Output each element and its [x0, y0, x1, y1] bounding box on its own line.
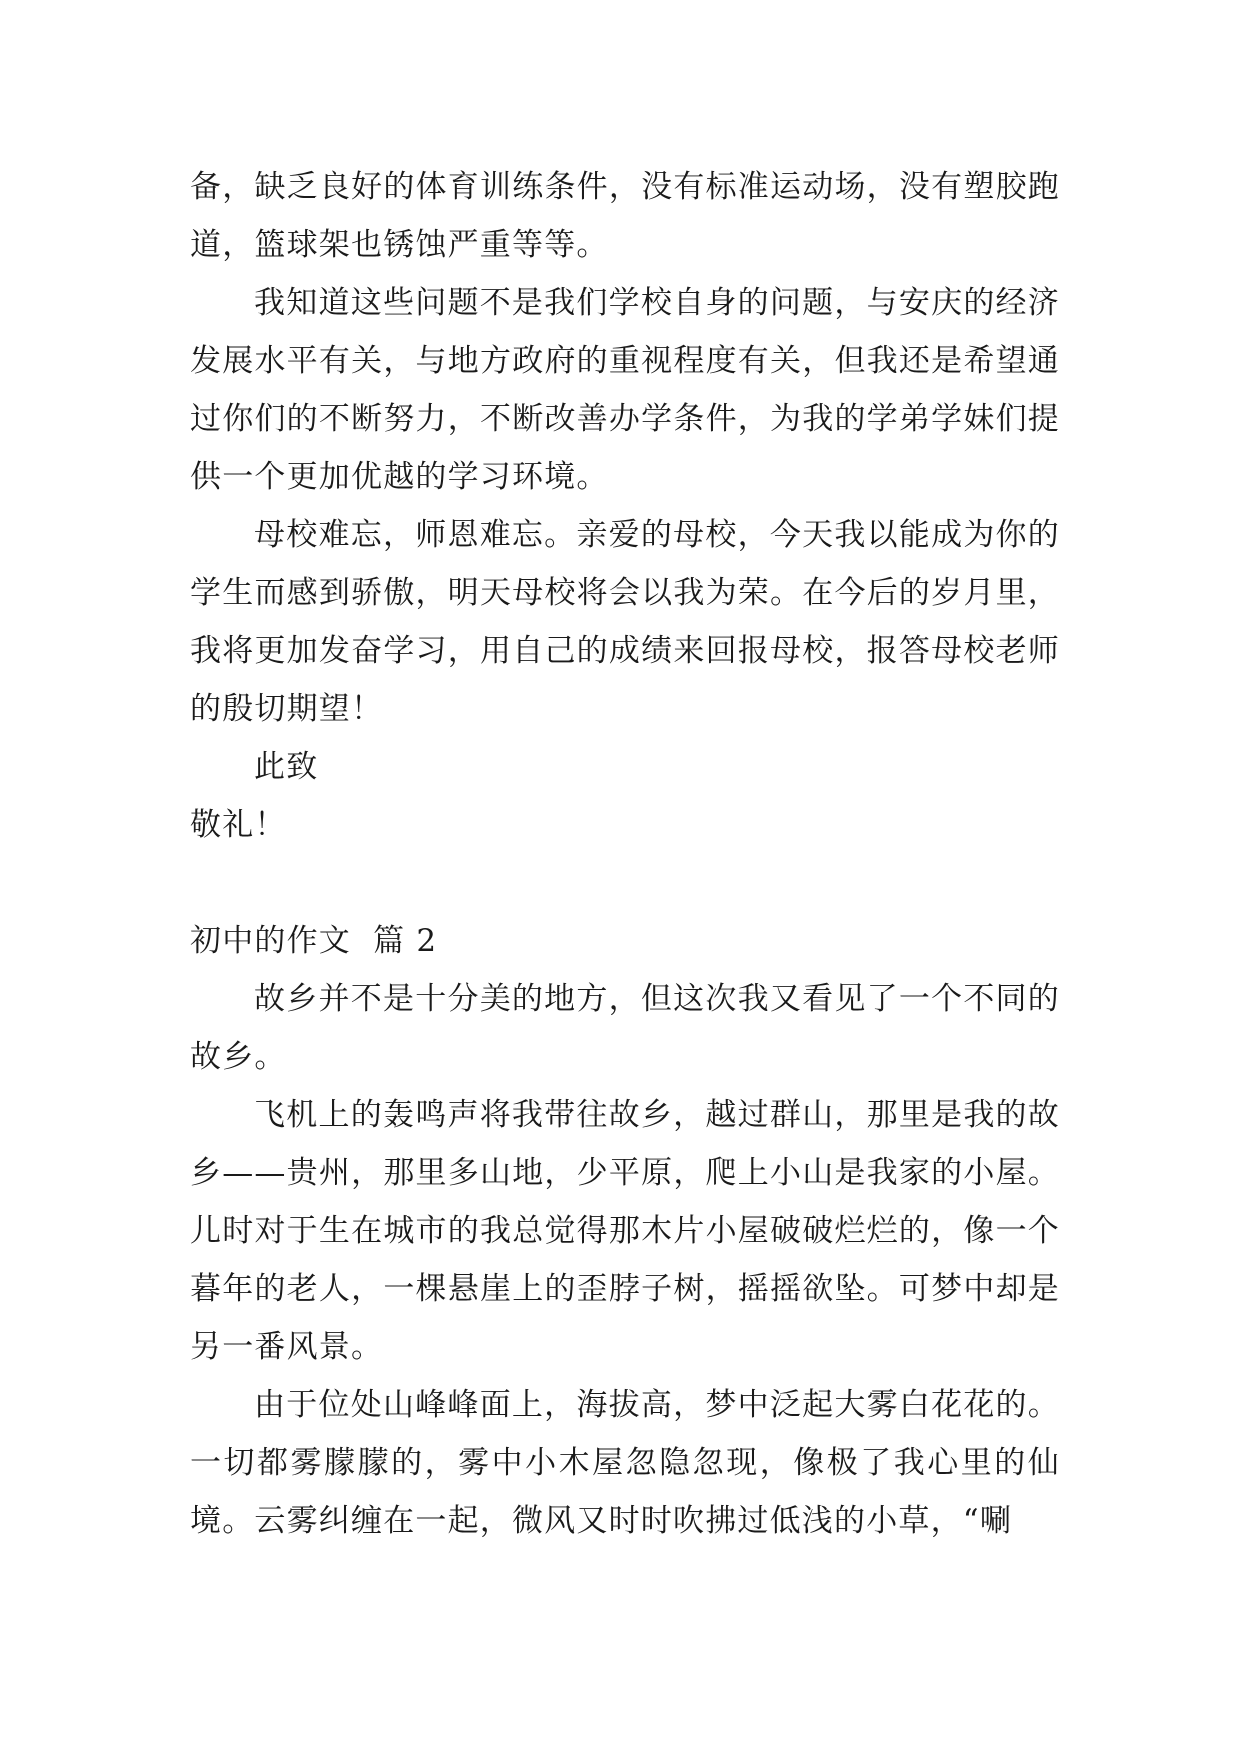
paragraph-school-problems: 我知道这些问题不是我们学校自身的问题，与安庆的经济发展水平有关，与地方政府的重视程度有关，但我还是希望通过你们的不断努力，不断改善办学条件，为我的学弟学妹们提供一个更加优越的学习环境。	[190, 285, 1060, 495]
paragraph-hometown-fog: 由于位处山峰峰面上，海拔高，梦中泛起大雾白花花的。一切都雾朦朦的，雾中小木屋忽隐忽现，像极了我心里的仙境。云雾纠缠在一起，微风又时时吹拂过低浅的小草，“唰	[190, 1387, 1060, 1539]
section-title: 初中的作文 篇 2	[190, 923, 438, 959]
closing-salutation: 此致	[254, 749, 319, 785]
paragraph-hometown-intro: 故乡并不是十分美的地方，但这次我又看见了一个不同的故乡。	[190, 981, 1060, 1075]
paragraph-continuation: 备，缺乏良好的体育训练条件，没有标准运动场，没有塑胶跑道，篮球架也锈蚀严重等等。	[190, 169, 1060, 263]
closing-regards: 敬礼！	[190, 807, 287, 843]
paragraph-hometown-flight: 飞机上的轰鸣声将我带往故乡，越过群山，那里是我的故乡——贵州，那里多山地，少平原，爬上小山是我家的小屋。儿时对于生在城市的我总觉得那木片小屋破破烂烂的，像一个暮年的老人，一棵悬崖上的歪脖子树，摇摇欲坠。可梦中却是另一番风景。	[190, 1097, 1060, 1365]
document-body	[190, 158, 1060, 1550]
paragraph-gratitude: 母校难忘，师恩难忘。亲爱的母校，今天我以能成为你的学生而感到骄傲，明天母校将会以我为荣。在今后的岁月里，我将更加发奋学习，用自己的成绩来回报母校，报答母校老师的殷切期望！	[190, 517, 1060, 727]
